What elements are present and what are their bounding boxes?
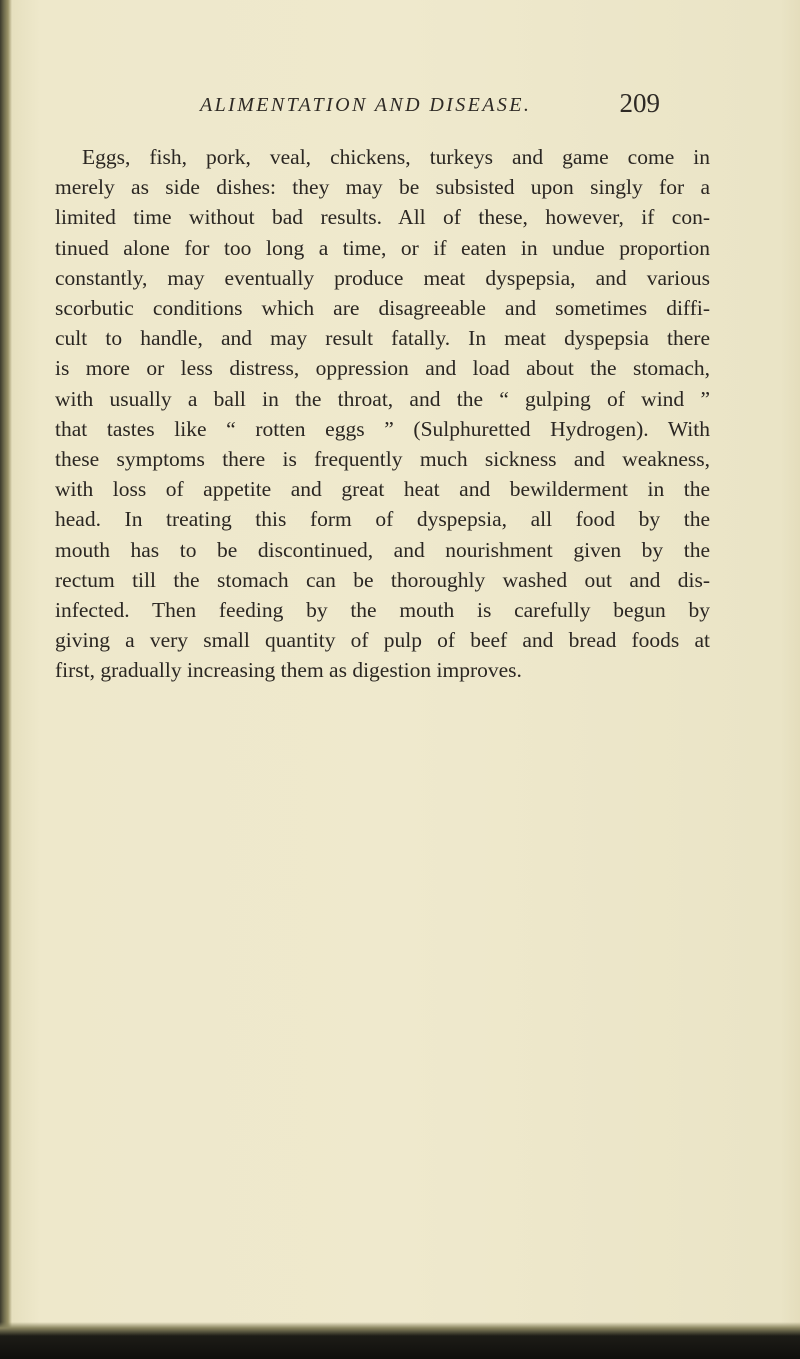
text-line: with usually a ball in the throat, and the “ gulping of wind ” (55, 386, 710, 411)
text-line: head. In treating this form of dyspepsia, all food by the (55, 507, 710, 532)
text-line: first, gradually increasing them as digestion improves. (55, 658, 522, 683)
text-line: limited time without bad results. All of these, however, if con- (55, 205, 710, 230)
body-paragraph (55, 142, 710, 686)
text-line: giving a very small quantity of pulp of beef and bread foods at (55, 628, 710, 653)
text-line: cult to handle, and may result fatally. In meat dyspepsia there (55, 326, 710, 351)
page-left-edge-shadow (0, 0, 12, 1359)
text-line: merely as side dishes: they may be subsisted upon singly for a (55, 175, 710, 200)
text-line: rectum till the stomach can be thoroughly washed out and dis- (55, 567, 710, 592)
page-number: 209 (619, 88, 660, 118)
text-line: these symptoms there is frequently much sickness and weakness, (55, 447, 710, 472)
text-line: scorbutic conditions which are disagreeable and sometimes diffi- (55, 296, 710, 321)
text-line: is more or less distress, oppression and load about the stomach, (55, 356, 710, 381)
page-bottom-edge-shadow (0, 1322, 800, 1359)
text-line: Eggs, fish, pork, veal, chickens, turkeys and game come in (82, 145, 710, 169)
text-line: infected. Then feeding by the mouth is carefully begun by (55, 598, 710, 623)
text-line: constantly, may eventually produce meat dyspepsia, and various (55, 265, 710, 290)
text-line: mouth has to be discontinued, and nourishment given by the (55, 537, 710, 562)
running-title: ALIMENTATION AND DISEASE. (200, 94, 532, 116)
text-line: with loss of appetite and great heat and bewilderment in the (55, 477, 710, 502)
page-header (200, 88, 660, 126)
text-line: tinued alone for too long a time, or if eaten in undue proportion (55, 235, 710, 260)
text-line: that tastes like “ rotten eggs ” (Sulphuretted Hydrogen). With (55, 416, 710, 441)
